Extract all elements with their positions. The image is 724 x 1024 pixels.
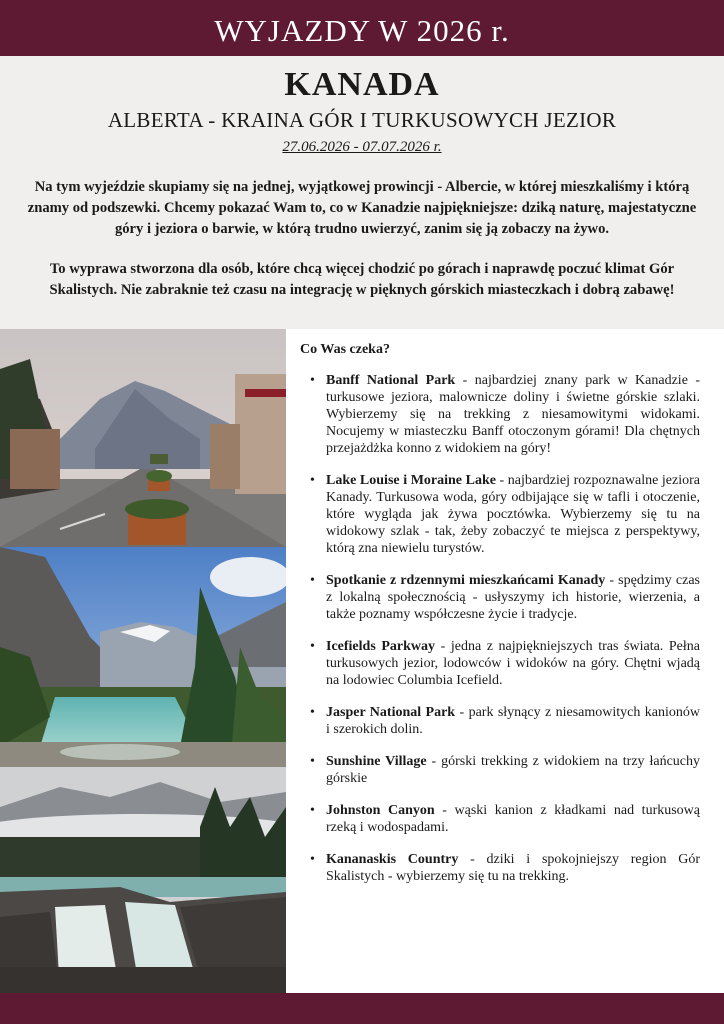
waterfall-photo: [0, 767, 286, 993]
highlights-heading: Co Was czeka?: [300, 342, 390, 357]
list-item: • Johnston Canyon - wąski kanion z kładkami nad turkusową rzeką i wodospadami.: [326, 802, 700, 836]
list-item: • Lake Louise i Moraine Lake - najbardziej rozpoznawalne jeziora Kanady. Turkusowa woda, góry odbijające się w tafli i otoczenie, które wygląda jak żywa pocztówka. Wybierzemy się tu na widokowy szlak - tak, żeby zobaczyć te miejsca z perspektywy, którą zna niewielu turystów.: [326, 472, 700, 557]
intro-paragraph-1: Na tym wyjeździe skupiamy się na jednej, wyjątkowej prowincji - Albercie, w której mieszkaliśmy i którą znamy od podszewki. Chcemy pokazać Wam to, co w Kanadzie najpiękniejsze: dziką naturę, majestatyczne góry i jeziora o barwie, w którą trudno uwierzyć, zanim się ją zobaczy na żywo.: [27, 179, 697, 237]
list-item: • Banff National Park - najbardziej znany park w Kanadzie - turkusowe jeziora, malownicze doliny i świetne górskie szlaki. Wybierzemy się na trekking z niesamowitymi widokami. Nocujemy w miasteczku Banff otoczonym górami! Dla chętnych przejażdżka konno z widokiem na góry!: [326, 372, 700, 457]
intro-section: [0, 56, 724, 329]
trip-dates: 27.06.2026 - 07.07.2026 r.: [282, 139, 442, 155]
lake-louise-photo: [0, 547, 286, 767]
list-item: • Icefields Parkway - jedna z najpiękniejszych tras świata. Pełna turkusowych jezior, lodowców i widoków na góry. Chętni wjadą na lodowiec Columbia Icefield.: [326, 638, 700, 689]
list-item: • Kananaskis Country - dziki i spokojniejszy region Gór Skalistych - wybierzemy się tu na trekking.: [326, 851, 700, 885]
intro-paragraph-2: To wyprawa stworzona dla osób, które chcą więcej chodzić po górach i naprawdę poczuć klimat Gór Skalistych. Nie zabraknie też czasu na integrację w pięknych górskich miasteczkach i dobrą zabawę!: [49, 261, 675, 298]
footer-bar: [0, 993, 724, 1024]
page-title: WYJAZDY W 2026 r.: [214, 13, 510, 48]
banff-street-photo: [0, 329, 286, 547]
photo-column: [0, 329, 286, 993]
header-bar: [0, 0, 724, 56]
list-item: • Jasper National Park - park słynący z niesamowitych kanionów i szerokich dolin.: [326, 704, 700, 738]
region-subtitle: ALBERTA - KRAINA GÓR I TURKUSOWYCH JEZIOR: [107, 108, 617, 132]
list-item: • Sunshine Village - górski trekking z widokiem na trzy łańcuchy górskie: [326, 753, 700, 787]
highlights-section: [300, 341, 700, 900]
country-title: KANADA: [284, 66, 440, 103]
list-item: • Spotkanie z rdzennymi mieszkańcami Kanady - spędzimy czas z lokalną społecznością - usłyszymy ich historie, wierzenia, a także poznamy współczesne życie i tradycje.: [326, 572, 700, 623]
highlights-list: [300, 372, 700, 885]
